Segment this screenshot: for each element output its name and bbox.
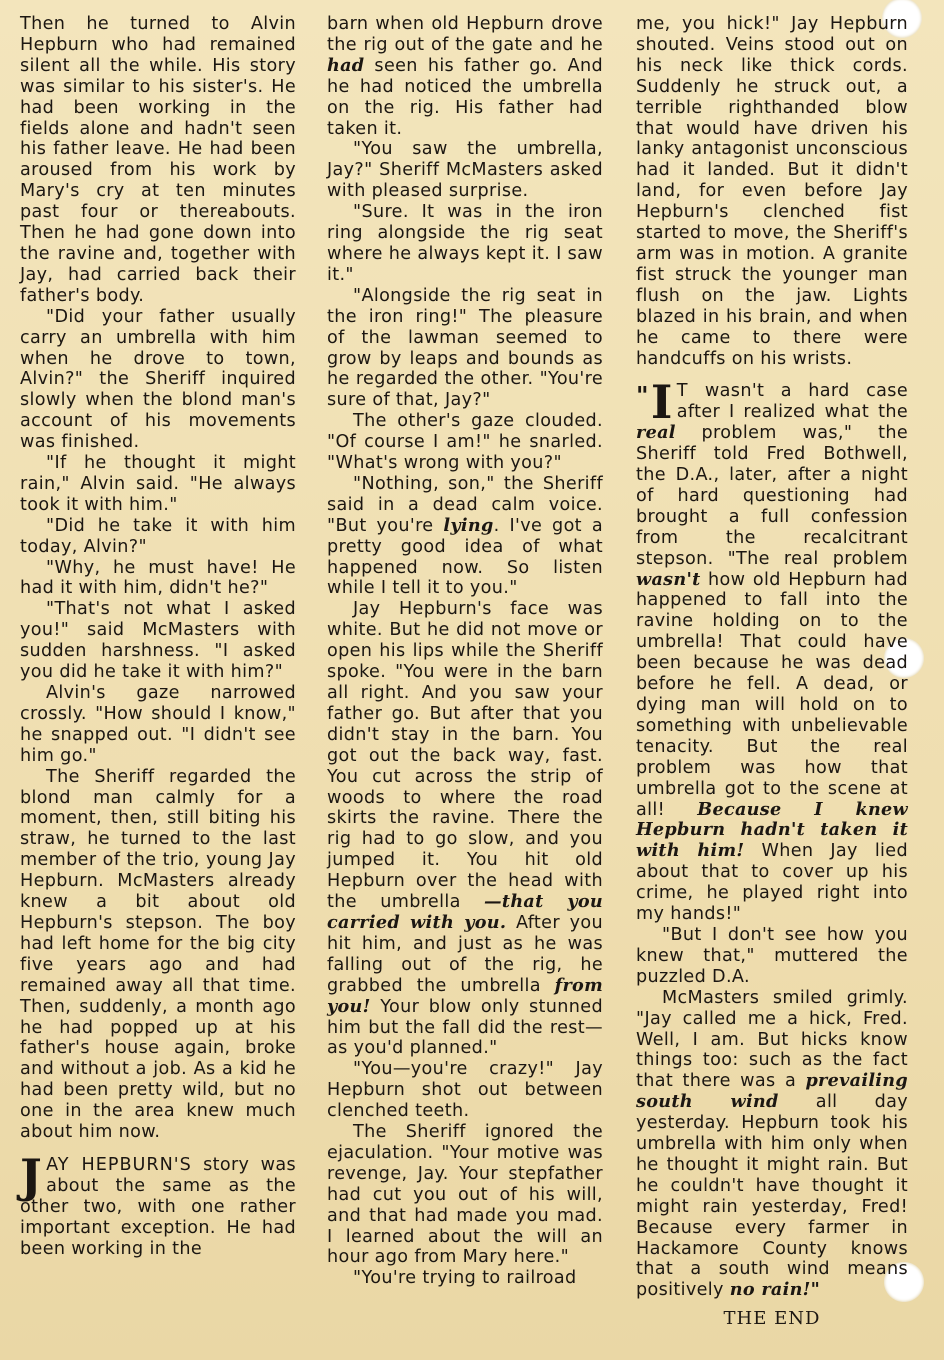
- column-left: [20, 14, 296, 1259]
- paragraph: The other's gaze clouded. "Of course I am!" he snarled. "What's wrong with you?": [327, 411, 603, 474]
- paragraph-text: Jay Hepburn's face was white. But he did not move or open his lips while the Sheriff spoke. "You were in the barn all right. And you saw your father go. But after that you didn't stay in the barn. You got out the back way, fast. You cut across the strip of woods to where the road skirts the ravine. There the rig had to go slow, and you jumped it. You hit old Hepburn over the head with the umbrella: [327, 599, 603, 913]
- paragraph-text: how old Hepburn had happened to fall into the ravine holding on to the umbrella! That could have been because he was dead before he fell. A dead, or dying man will hold on to something with unbelievable tenacity. But the real problem was how that umbrella got to the scene at all!: [636, 569, 908, 820]
- paragraph: me, you hick!" Jay Hepburn shouted. Veins stood out on his neck like thick cords. Suddenly he struck out, a terrible righthanded blow that would have driven his lanky antagonist unconscious had it landed. But it didn't land, for even before Jay Hepburn's clenched fist started to move, the Sheriff's arm was in motion. A granite fist struck the younger man flush on the jaw. Lights blazed in his brain, and when he came to there were handcuffs on his wrists.: [636, 14, 908, 369]
- paragraph-text: seen his father go. And he had noticed the umbrella on the rig. His father had taken it.: [327, 55, 603, 139]
- drop-cap: I: [650, 375, 673, 430]
- paragraph: Then he turned to Alvin Hepburn who had remained silent all the while. His story was similar to his sister's. He had been working in the fields alone and hadn't seen his father leave. He had been aroused from his work by Mary's cry at ten minutes past four or thereabouts. Then he had gone down into the ravine and, together with Jay, had carried back their father's body.: [20, 14, 296, 306]
- open-quote-mark: ": [636, 381, 649, 411]
- paragraph-text: . I've got a pretty good idea of what happened now. So listen while I tell it to you.": [327, 515, 603, 599]
- paragraph: "You—you're crazy!" Jay Hepburn shot out between clenched teeth.: [327, 1059, 603, 1122]
- emphasis: no rain!": [729, 1279, 821, 1301]
- paragraph-text: "Nothing, son," the Sheriff said in a dead calm voice. "But you're: [327, 473, 603, 536]
- section-opening-paragraph: [20, 1148, 296, 1260]
- paragraph: The Sheriff ignored the ejaculation. "Your motive was revenge, Jay. Your stepfather had cut you out of his will, and that had made you mad. I learned about the will an hour ago from Mary here.": [327, 1122, 603, 1268]
- paragraph: "You're trying to railroad: [353, 1268, 577, 1289]
- paragraph-text: After you hit him, and just as he was falling out of the rig, he grabbed the umbrella: [327, 912, 603, 996]
- emphasis: —that you carried with you.: [327, 891, 603, 933]
- paragraph-text: wasn't a hard case after I realized what the: [676, 381, 908, 423]
- paragraph: "But I don't see how you knew that," muttered the puzzled D.A.: [636, 924, 908, 987]
- emphasis: from you!: [327, 974, 603, 1017]
- paragraph-text: all day yesterday. Hepburn took his umbrella with him only when he thought it might rain. But he couldn't have thought it might rain yesterday, Fred! Because every farmer in Hackamore County knows that a south wind means positively: [636, 1092, 909, 1301]
- emphasis: Because I knew Hepburn hadn't taken it with him!: [636, 798, 908, 862]
- the-end-label: THE END: [723, 1308, 821, 1330]
- paragraph-text: Your blow only stunned him but the fall did the rest—as you'd planned.": [327, 996, 603, 1059]
- paragraph: [327, 599, 603, 1059]
- paragraph: "Did your father usually carry an umbrella with him when he drove to town, Alvin?" the Sheriff inquired slowly when the blond man's account of his movements was finished.: [20, 306, 296, 453]
- paragraph: [636, 988, 908, 1302]
- paragraph-text: barn when old Hepburn drove the rig out of the gate and he: [327, 14, 603, 55]
- paragraph-text: problem was," the Sheriff told Fred Bothwell, the D.A., later, after a night of hard questioning had brought a full confession from the recalcitrant stepson. "The real problem: [636, 423, 908, 569]
- paragraph: "That's not what I asked you!" said McMasters with sudden harshness. "I asked you did he take it with him?": [20, 599, 296, 683]
- paragraph: "Why, he must have! He had it with him, didn't he?": [20, 557, 296, 599]
- paragraph: "Did he take it with him today, Alvin?": [20, 515, 296, 557]
- paragraph-text: When Jay lied about that to cover up his crime, he played right into my hands!": [636, 841, 908, 925]
- paragraph: "If he thought it might rain," Alvin said. "He always took it with him.": [20, 453, 296, 515]
- drop-cap: J: [20, 1148, 43, 1203]
- paragraph: [327, 14, 603, 139]
- emphasis: real: [636, 422, 676, 444]
- section-opening-paragraph: [636, 375, 908, 925]
- paragraph-text: McMasters smiled grimly. "Jay called me a hick, Fred. Well, I am. But hicks know things too: such as the fact that there was a: [636, 987, 908, 1092]
- paragraph-text: story was about the same as the other two, with one rather important exception. He had been working in the: [20, 1154, 296, 1259]
- paragraph: [327, 474, 603, 599]
- emphasis: lying: [443, 514, 494, 536]
- paragraph: Alvin's gaze narrowed crossly. "How should I know," he snapped out. "I didn't see him go.": [20, 683, 296, 766]
- column-right: [636, 14, 908, 1330]
- section-lead-caps: AY HEPBURN'S: [46, 1154, 192, 1175]
- emphasis: prevailing south wind: [636, 1070, 908, 1113]
- emphasis: had: [327, 54, 365, 76]
- column-middle: [327, 14, 603, 1289]
- emphasis: wasn't: [636, 568, 701, 590]
- paragraph: "Sure. It was in the iron ring alongside the rig seat where he always kept it. I saw it.": [327, 202, 603, 285]
- paragraph: "Alongside the rig seat in the iron ring!" The pleasure of the lawman seemed to grow by leaps and bounds as he regarded the other. "You're sure of that, Jay?": [327, 285, 603, 411]
- paragraph: The Sheriff regarded the blond man calmly for a moment, then, still biting his straw, he turned to the last member of the trio, young Jay Hepburn. McMasters already knew a bit about old Hepburn's stepson. The boy had left home for the big city five years ago and had remained away all that time. Then, suddenly, a month ago he had popped up at his father's house again, broke and without a job. As a kid he had been pretty wild, but no one in the area knew much about him now.: [20, 766, 296, 1143]
- paragraph: "You saw the umbrella, Jay?" Sheriff McMasters asked with pleased surprise.: [327, 139, 603, 202]
- section-lead-caps: T: [676, 381, 689, 402]
